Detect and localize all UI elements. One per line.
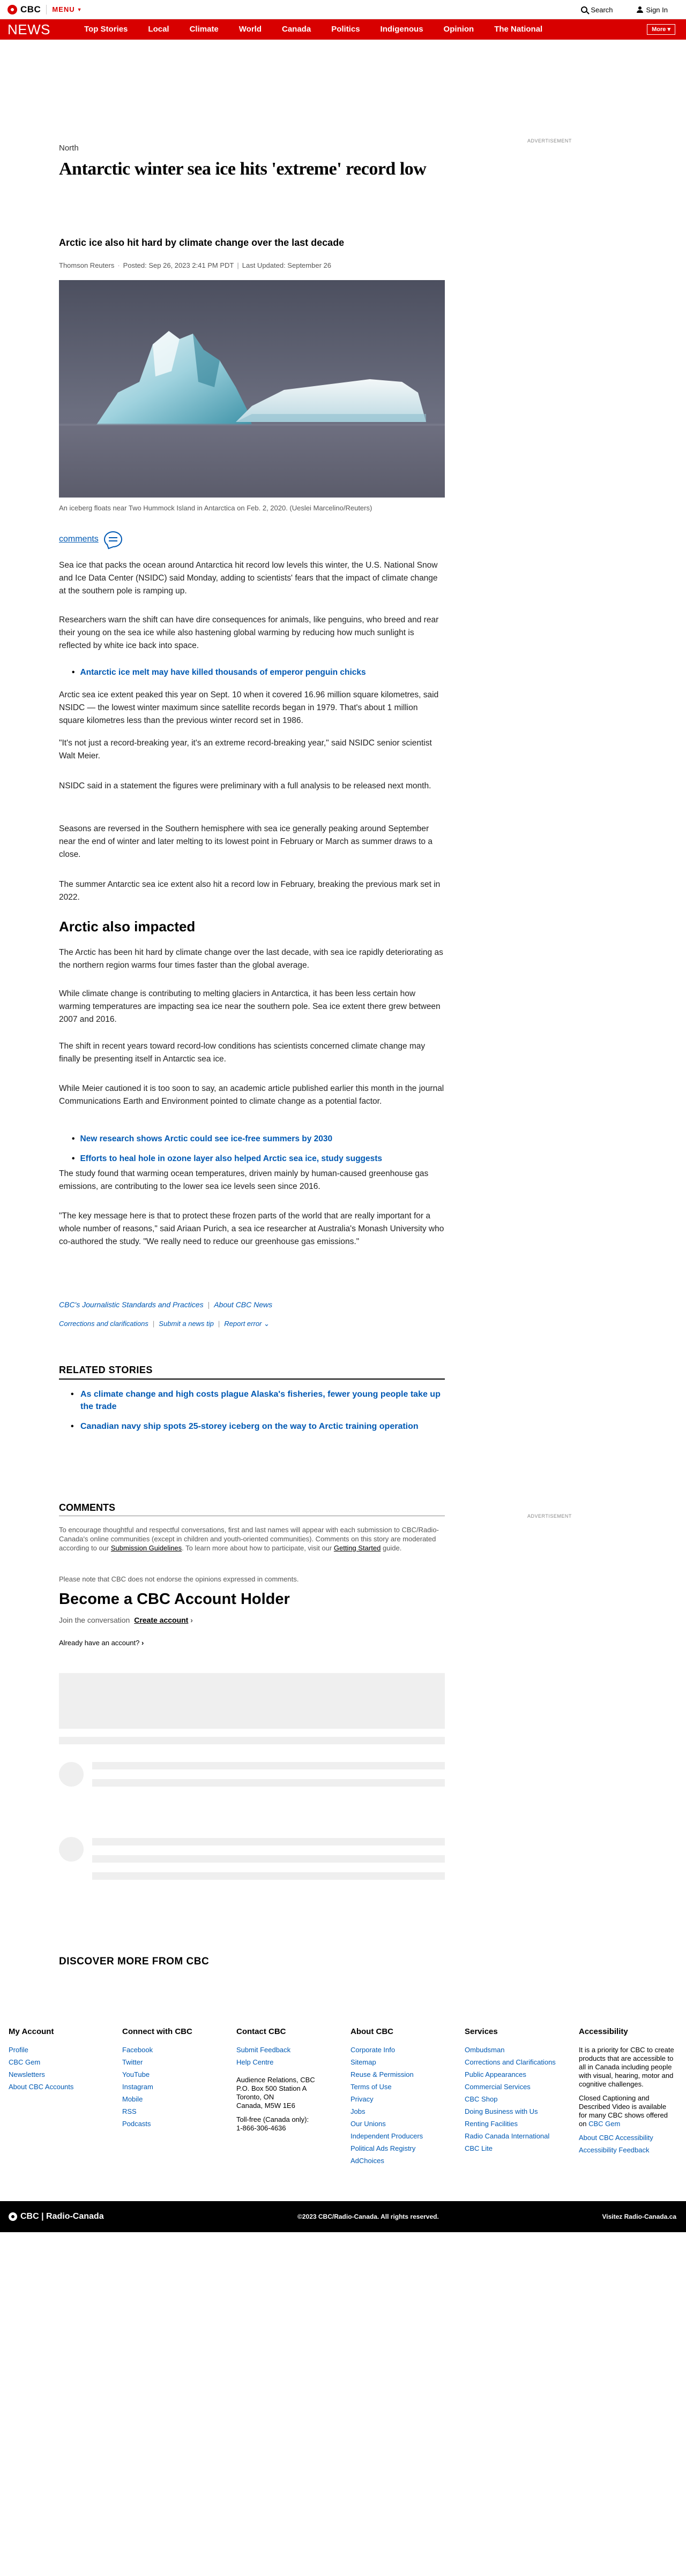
footer-link[interactable]: Podcasts — [122, 2120, 151, 2128]
article-footer-links: Corrections and clarifications | Submit a news tip | Report error ⌄ — [59, 1320, 270, 1328]
nav-link-local[interactable]: Local — [148, 25, 169, 34]
subhead: Arctic also impacted — [59, 918, 196, 935]
comments-title: COMMENTS — [59, 1502, 115, 1513]
comments-intro: To encourage thoughtful and respectful conversations, first and last names will appear with each submission to CBC/Radio-Canada's online communities (except in children and youth-oriented communities). Comments on this story are moderated according to our Submission Guidelines. To learn more about how to participate, visit our Getting Started guide. — [59, 1526, 439, 1552]
body-paragraph: The summer Antarctic sea ice extent also hit a record low in February, breaking the previous mark set in 2022. — [59, 880, 441, 902]
footer-heading: About CBC — [351, 2027, 393, 2036]
nav-link-world[interactable]: World — [238, 25, 262, 34]
menu-button[interactable] — [52, 5, 82, 13]
avatar-placeholder — [59, 1762, 84, 1787]
news-nav-bar — [0, 19, 686, 40]
related-stories-list — [59, 1388, 445, 1440]
related-story-link[interactable]: • Canadian navy ship spots 25-storey iceberg on the way to Arctic training operation — [59, 1420, 445, 1433]
discover-title: DISCOVER MORE FROM CBC — [59, 1956, 210, 1967]
about-cbc-news-link[interactable]: About CBC News — [214, 1300, 273, 1309]
footer-link[interactable]: CBC Gem — [9, 2058, 41, 2066]
footer-link[interactable]: Accessibility Feedback — [579, 2146, 650, 2154]
inline-related-link[interactable]: • New research shows Arctic could see ice-free summers by 2030 — [72, 1133, 332, 1146]
nav-link-the-national[interactable]: The National — [494, 25, 543, 34]
search-button[interactable] — [581, 6, 613, 14]
comment-bubble-icon[interactable] — [104, 531, 122, 547]
body-paragraph: "The key message here is that to protect these frozen parts of the world that are really important for a whole number of reasons," said Ariaan Purich, a sea ice researcher at Australia's Monash University who co-authored the study. "We really need to reduce our greenhouse gas emissions." — [59, 1211, 444, 1246]
nav-link-indigenous[interactable]: Indigenous — [380, 25, 423, 34]
already-have-account[interactable] — [59, 1639, 144, 1647]
loading-bar — [92, 1762, 445, 1769]
footer-heading: Connect with CBC — [122, 2027, 192, 2036]
comments-link-row — [59, 531, 445, 547]
body-paragraph: Sea ice that packs the ocean around Antarctica hit record low levels this winter, the U.S. National Snow and Ice Data Center (NSIDC) said Monday, adding to scientists' fears that the impact of climate change at the southern pole is ramping up. — [59, 561, 438, 596]
related-story-link[interactable]: • As climate change and high costs plague Alaska's fisheries, fewer young people take up the trade — [59, 1388, 445, 1413]
getting-started-link[interactable]: Getting Started — [333, 1544, 381, 1552]
report-error-link[interactable] — [224, 1320, 270, 1328]
body-paragraph: While Meier cautioned it is too soon to say, an academic article published earlier this month in the journal Communications Earth and Environment pointed to climate change as a potential factor. — [59, 1084, 444, 1106]
join-text: Join the conversation — [59, 1616, 130, 1624]
comments-link[interactable]: comments — [59, 534, 99, 544]
nav-link-climate[interactable]: Climate — [189, 25, 219, 34]
footer-link[interactable]: Ombudsman — [465, 2046, 505, 2054]
footer-link[interactable]: RSS — [122, 2107, 137, 2115]
footer-heading: Accessibility — [579, 2027, 628, 2036]
corrections-link[interactable]: Corrections and clarifications — [59, 1320, 148, 1328]
footer-col-my-account — [9, 2027, 110, 2095]
footer-link[interactable]: Renting Facilities — [465, 2120, 518, 2128]
footer-link[interactable]: Sitemap — [351, 2058, 376, 2066]
footer-link[interactable]: Doing Business with Us — [465, 2107, 538, 2115]
footer-col-accessibility — [579, 2027, 675, 2158]
body-paragraph: While climate change is contributing to melting glaciers in Antarctica, it has been less certain how warming temperatures are impacting sea ice near the southern pole. Sea ice extent there grew between 2007 and 2016. — [59, 989, 441, 1024]
divider — [46, 5, 47, 14]
nav-link-canada[interactable]: Canada — [282, 25, 311, 34]
ad-label: ADVERTISEMENT — [527, 1513, 572, 1519]
visit-radio-canada-link[interactable]: Visitez Radio-Canada.ca — [602, 2213, 676, 2220]
comment-box-placeholder — [59, 1673, 445, 1729]
top-utility-bar — [0, 0, 686, 19]
footer-link[interactable]: Jobs — [351, 2107, 366, 2115]
footer-heading: Contact CBC — [236, 2027, 286, 2036]
body-paragraph: Arctic sea ice extent peaked this year on Sept. 10 when it covered 16.96 million square kilometres, said NSIDC — the lowest winter maximum since satellite records began in 1979. That's about 1 million square kilometres less than the previous winter record set in 1986. — [59, 690, 439, 725]
section-nav — [74, 19, 553, 40]
footer-link[interactable]: Corporate Info — [351, 2046, 396, 2054]
comments-disclaimer: Please note that CBC does not endorse the opinions expressed in comments. — [59, 1575, 299, 1583]
body-paragraph: The study found that warming ocean temperatures, driven mainly by human-caused greenhouse gas emissions, are contributing to the lower sea ice levels seen since 2016. — [59, 1169, 429, 1191]
report-error-label: Report error — [224, 1320, 262, 1328]
ad-label: ADVERTISEMENT — [527, 138, 572, 144]
join-line — [59, 1616, 193, 1624]
chevron-right-icon: › — [190, 1616, 193, 1624]
sign-in-label: Sign In — [646, 5, 668, 14]
cbc-gem-icon — [9, 2212, 17, 2221]
footer-link[interactable]: Reuse & Permission — [351, 2070, 414, 2078]
footer-link[interactable]: Profile — [9, 2046, 28, 2054]
footer-link[interactable]: CBC Shop — [465, 2095, 498, 2103]
footer-link[interactable]: Newsletters — [9, 2070, 45, 2078]
footer-address-line: Audience Relations, CBC — [236, 2076, 315, 2084]
already-label: Already have an account? — [59, 1639, 140, 1647]
footer-address-line: P.O. Box 500 Station A — [236, 2084, 307, 2092]
inline-related-link[interactable]: • Efforts to heal hole in ozone layer also helped Arctic sea ice, study suggests — [72, 1153, 382, 1165]
footer-link[interactable]: About CBC Accounts — [9, 2083, 74, 2091]
footer-link[interactable]: Terms of Use — [351, 2083, 392, 2091]
cbc-logo[interactable] — [8, 4, 41, 15]
loading-bar — [92, 1872, 445, 1880]
article-deck-block — [59, 237, 445, 248]
footer-link[interactable]: Privacy — [351, 2095, 374, 2103]
footer-col-contact — [236, 2027, 338, 2133]
avatar-placeholder — [59, 1837, 84, 1862]
byline: Thomson Reuters · Posted: Sep 26, 2023 2:41 PM PDT | Last Updated: September 26 — [59, 261, 331, 269]
news-brand-link[interactable]: NEWS — [8, 21, 50, 37]
chevron-right-icon: › — [141, 1639, 144, 1647]
footer-link[interactable]: CBC Lite — [465, 2144, 493, 2152]
body-paragraph: Seasons are reversed in the Southern hemisphere with sea ice generally peaking around September near the end of winter and later melting to its lowest point in February or March as summer draws to a close. — [59, 824, 433, 859]
cbc-gem-link[interactable]: CBC Gem — [588, 2120, 621, 2128]
divider — [59, 1379, 445, 1380]
sign-in-button[interactable] — [637, 6, 668, 14]
footer-link[interactable]: Independent Producers — [351, 2132, 423, 2140]
create-account-link[interactable]: Create account — [134, 1616, 189, 1624]
footer-link[interactable]: YouTube — [122, 2070, 150, 2078]
footer-address-line: Toronto, ON — [236, 2093, 274, 2101]
footer-link[interactable]: Radio Canada International — [465, 2132, 550, 2140]
footer-link[interactable]: AdChoices — [351, 2157, 384, 2165]
article-deck: Arctic ice also hit hard by climate change over the last decade — [59, 237, 345, 248]
footer-phone-number: 1-866-306-4636 — [236, 2124, 286, 2132]
footer-col-about — [351, 2027, 452, 2169]
footer-link[interactable]: Corrections and Clarifications — [465, 2058, 556, 2066]
standards-link[interactable]: CBC's Journalistic Standards and Practices — [59, 1300, 204, 1309]
footer-link[interactable]: Political Ads Registry — [351, 2144, 416, 2152]
standards-links: CBC's Journalistic Standards and Practices | About CBC News — [59, 1300, 273, 1309]
accessibility-captioning-note: Closed Captioning and Described Video is available for many CBC shows offered on CBC Gem — [579, 2094, 668, 2128]
byline-posted: Posted: Sep 26, 2023 2:41 PM PDT — [123, 261, 234, 269]
footer-link[interactable]: About CBC Accessibility — [579, 2134, 653, 2142]
loading-bar — [59, 1737, 445, 1744]
chevron-down-icon: ⌄ — [264, 1320, 270, 1328]
footer-link[interactable]: Commercial Services — [465, 2083, 531, 2091]
copyright: ©2023 CBC/Radio-Canada. All rights reserved. — [297, 2213, 439, 2220]
chevron-down-icon: ▼ — [77, 6, 83, 12]
footer-link[interactable]: Instagram — [122, 2083, 153, 2091]
footer-address-line: Canada, M5W 1E6 — [236, 2102, 295, 2110]
body-paragraph: "It's not just a record-breaking year, it's an extreme record-breaking year," said NSIDC senior scientist Walt Meier. — [59, 739, 432, 760]
search-label: Search — [591, 5, 613, 14]
bottom-logo-text: CBC | Radio-Canada — [20, 2212, 104, 2221]
nav-link-politics[interactable]: Politics — [331, 25, 360, 34]
submission-guidelines-link[interactable]: Submission Guidelines — [110, 1544, 182, 1552]
footer-link[interactable]: Help Centre — [236, 2058, 274, 2066]
cbc-gem-icon — [8, 5, 17, 14]
footer-col-connect — [122, 2027, 224, 2132]
loading-bar — [92, 1855, 445, 1863]
search-icon — [581, 6, 587, 13]
nav-link-top-stories[interactable]: Top Stories — [84, 25, 128, 34]
footer-heading: My Account — [9, 2027, 54, 2036]
iceberg-photo — [59, 280, 445, 498]
body-paragraph: NSIDC said in a statement the figures were preliminary with a full analysis to be released next month. — [59, 781, 431, 790]
account-title: Become a CBC Account Holder — [59, 1591, 290, 1608]
chevron-down-icon: ▾ — [667, 26, 670, 33]
news-tip-link[interactable]: Submit a news tip — [159, 1320, 214, 1328]
byline-source: Thomson Reuters — [59, 261, 115, 269]
footer-link[interactable]: Our Unions — [351, 2120, 386, 2128]
footer-link[interactable]: Facebook — [122, 2046, 153, 2054]
more-label: More — [652, 26, 666, 33]
headline: Antarctic winter sea ice hits 'extreme' record low — [59, 159, 427, 179]
section-link[interactable]: North — [59, 144, 79, 153]
footer-link[interactable]: Public Appearances — [465, 2070, 526, 2078]
footer-link[interactable]: Twitter — [122, 2058, 143, 2066]
footer-link[interactable]: Mobile — [122, 2095, 143, 2103]
user-icon — [637, 6, 643, 13]
photo-caption: An iceberg floats near Two Hummock Island in Antarctica on Feb. 2, 2020. (Ueslei Marcelino/Reuters) — [59, 504, 372, 512]
nav-link-opinion[interactable]: Opinion — [443, 25, 474, 34]
menu-label: MENU — [52, 5, 75, 13]
body-paragraph: The shift in recent years toward record-low conditions has scientists concerned climate change may finally be presenting itself in Antarctic sea ice. — [59, 1042, 426, 1064]
article-header — [59, 144, 445, 180]
footer-heading: Services — [465, 2027, 498, 2036]
more-button[interactable] — [647, 24, 675, 35]
footer-phone-label: Toll-free (Canada only): — [236, 2115, 309, 2123]
body-paragraph: Researchers warn the shift can have dire consequences for animals, like penguins, who breed and rear their young on the sea ice while also hastening global warming by reducing how much sunlight is reflected by white ice back into space. — [59, 615, 439, 650]
footer-col-services — [465, 2027, 561, 2157]
cbc-radio-canada-logo[interactable] — [9, 2212, 104, 2221]
cbc-logo-text: CBC — [20, 4, 41, 14]
lead-photo — [59, 280, 445, 498]
body-paragraph: The Arctic has been hit hard by climate change over the last decade, with sea ice rapidly deteriorating as the northern region warms four times faster than the global average. — [59, 948, 443, 970]
loading-bar — [92, 1838, 445, 1846]
accessibility-statement: It is a priority for CBC to create products that are accessible to all in Canada including people with visual, hearing, motor and cognitive challenges. — [579, 2046, 674, 2088]
byline-updated: Last Updated: September 26 — [242, 261, 331, 269]
footer-bottom-bar — [0, 2201, 686, 2232]
loading-bar — [92, 1779, 445, 1787]
inline-related-link[interactable]: • Antarctic ice melt may have killed thousands of emperor penguin chicks — [72, 666, 366, 679]
related-stories-title: RELATED STORIES — [59, 1365, 153, 1375]
footer-link[interactable]: Submit Feedback — [236, 2046, 291, 2054]
